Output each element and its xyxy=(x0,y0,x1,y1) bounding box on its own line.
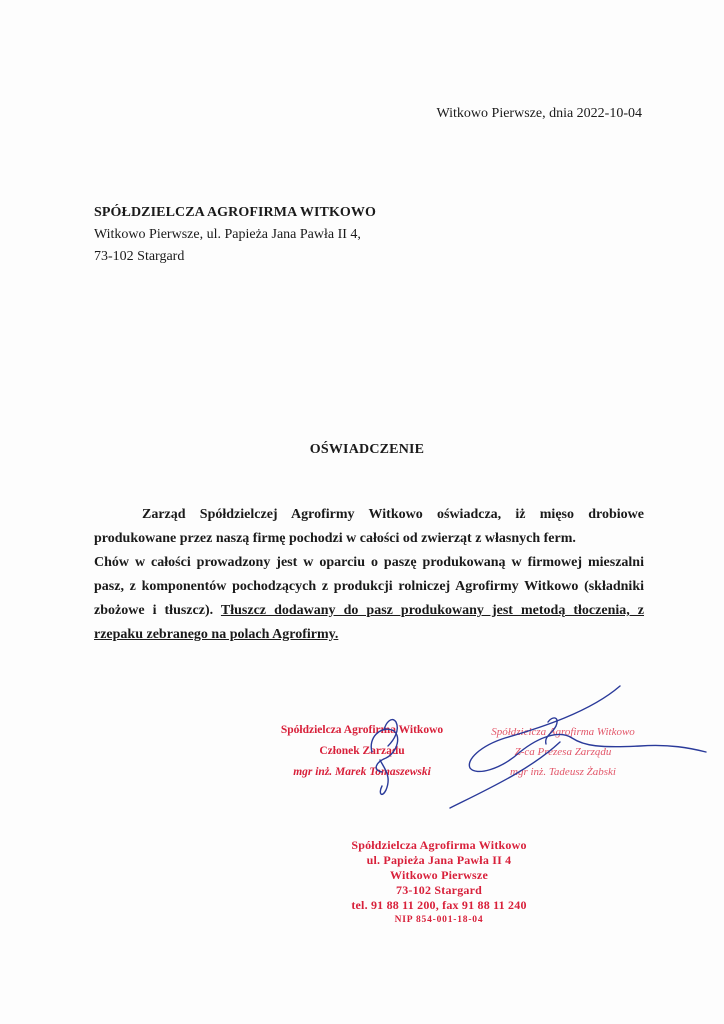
board-member-stamp-role: Członek Zarządu xyxy=(319,745,405,757)
vice-president-stamp-name: mgr inż. Tadeusz Żabski xyxy=(510,766,616,778)
sender-company: SPÓŁDZIELCZA AGROFIRMA WITKOWO xyxy=(94,205,377,220)
company-stamp xyxy=(318,838,560,928)
document-title: OŚWIADCZENIE xyxy=(309,442,425,457)
company-stamp-phone: tel. 91 88 11 200, fax 91 88 11 240 xyxy=(351,898,527,912)
statement-paragraph-1: Zarząd Spółdzielczej Agrofirmy Witkowo oświadcza, iż mięso drobiowe produkowane przez naszą firmę pochodzi w całości od zwierząt z własnych ferm. xyxy=(94,507,644,546)
statement-paragraph-2-text: Chów w całości prowadzony jest w oparciu o paszę produkowaną w firmowej mieszalni pasz, z komponentów pochodzących z produkcji rolniczej Agrofirmy Witkowo (składniki zbożowe i tłuszcz). xyxy=(94,555,644,618)
statement-underlined-text: Tłuszcz dodawany do pasz produkowany jest metodą tłoczenia, z rzepaku zebranego na polach Agrofirmy. xyxy=(94,603,645,642)
place-and-date: Witkowo Pierwsze, dnia 2022-10-04 xyxy=(436,106,642,121)
company-stamp-nip: NIP 854-001-18-04 xyxy=(394,915,484,925)
sender-address-line2: 73-102 Stargard xyxy=(94,249,185,264)
company-stamp-name: Spółdzielcza Agrofirma Witkowo xyxy=(351,838,527,852)
vice-president-stamp-company: Spółdzielcza Agrofirma Witkowo xyxy=(491,726,635,738)
board-member-stamp xyxy=(272,720,452,783)
statement-paragraph-2 xyxy=(94,551,644,647)
vice-president-stamp-role: Z-ca Prezesa Zarządu xyxy=(514,746,612,758)
sender-address-line1: Witkowo Pierwsze, ul. Papieża Jana Pawła II 4, xyxy=(94,227,361,242)
vice-president-stamp xyxy=(468,722,658,782)
sender-block xyxy=(94,202,376,268)
board-member-stamp-name: mgr inż. Marek Tomaszewski xyxy=(293,766,431,778)
company-stamp-town: Witkowo Pierwsze xyxy=(390,868,488,882)
board-member-stamp-company: Spółdzielcza Agrofirma Witkowo xyxy=(280,724,444,736)
company-stamp-street: ul. Papieża Jana Pawła II 4 xyxy=(366,853,512,867)
statement-body xyxy=(94,503,644,647)
company-stamp-postcode: 73-102 Stargard xyxy=(396,883,482,897)
